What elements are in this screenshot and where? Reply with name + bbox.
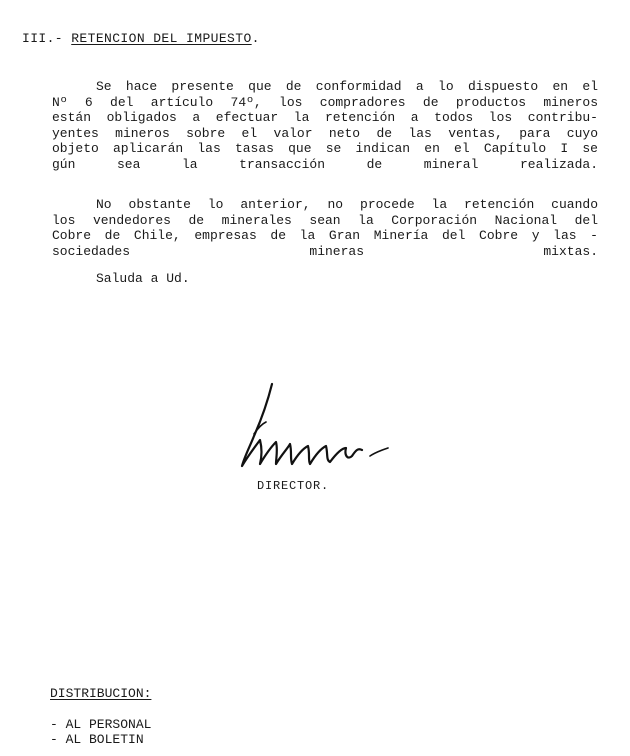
paragraph-line: los vendedores de minerales sean la Corporación Nacional del <box>52 212 598 228</box>
paragraph-line: gún sea la transacción de mineral realizada. <box>52 156 598 172</box>
distribution-heading: DISTRIBUCION: <box>50 686 152 701</box>
paragraph-line: Se hace presente que de conformidad a lo dispuesto en el <box>96 79 598 94</box>
section-title: RETENCION DEL IMPUESTO <box>71 31 252 46</box>
paragraph-line: No obstante lo anterior, no procede la retención cuando <box>96 197 598 212</box>
distribution-item: - AL PERSONAL <box>50 717 152 732</box>
handwritten-signature <box>232 378 392 478</box>
section-number: III.- <box>22 31 64 46</box>
paragraph-line: sociedades mineras mixtas. <box>52 243 598 259</box>
section-heading <box>22 31 260 46</box>
paragraph-retention-obligation <box>52 79 598 172</box>
signatory-title: DIRECTOR. <box>257 479 330 493</box>
distribution-list <box>50 717 151 747</box>
closing-salutation: Saluda a Ud. <box>96 271 190 286</box>
paragraph-line: yentes mineros sobre el valor neto de las ventas, para cuyo <box>52 125 598 141</box>
paragraph-line: Nº 6 del artículo 74º, los compradores de productos mineros <box>52 94 598 110</box>
paragraph-exemptions <box>52 197 598 259</box>
section-title-terminator: . <box>251 31 260 46</box>
paragraph-line: Cobre de Chile, empresas de la Gran Minería del Cobre y las - <box>52 228 598 243</box>
distribution-item: - AL BOLETIN <box>50 732 144 747</box>
paragraph-line: objeto aplicarán las tasas que se indican en el Capítulo I se <box>52 141 598 156</box>
paragraph-line: están obligados a efectuar la retención a todos los contribu- <box>52 110 598 125</box>
